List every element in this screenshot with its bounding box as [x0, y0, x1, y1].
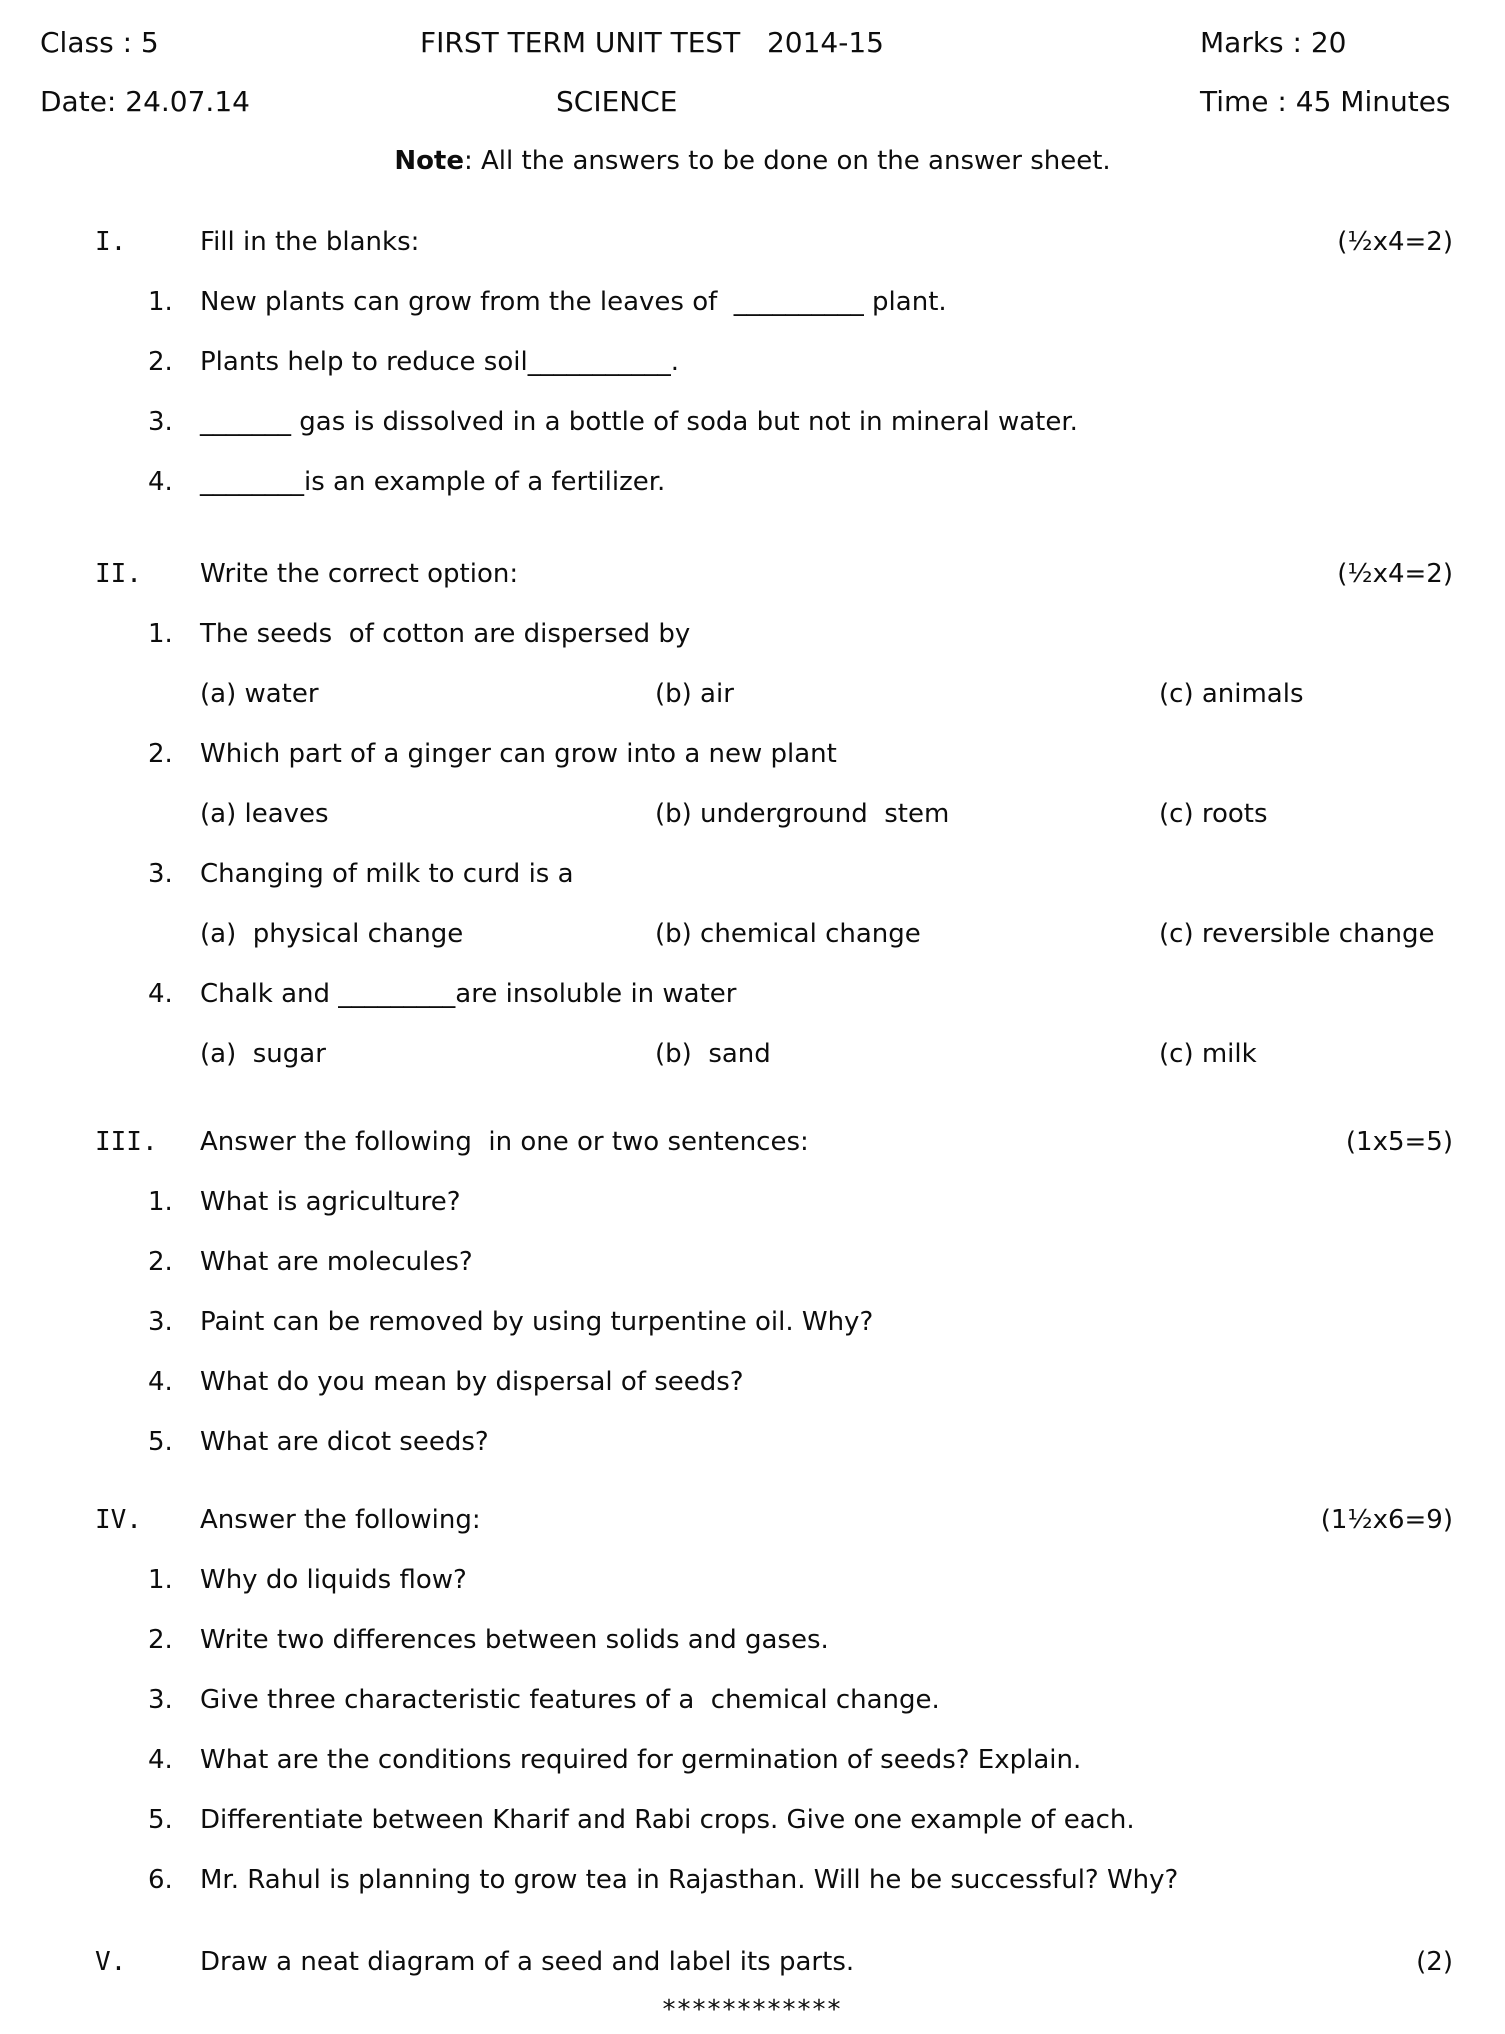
option-a: (a) water: [200, 679, 319, 709]
option-c: (c) milk: [1159, 1039, 1257, 1069]
section-title: Answer the following:: [200, 1505, 481, 1535]
section-numeral: I.: [95, 227, 127, 257]
question-row: [0, 1305, 1505, 1339]
question-row: [0, 345, 1505, 379]
section-numeral: III.: [95, 1127, 158, 1157]
marks-label: Marks : 20: [1200, 26, 1347, 59]
section-title: Fill in the blanks:: [200, 227, 420, 257]
question-text: ________is an example of a fertilizer.: [200, 467, 666, 497]
section-title: Answer the following in one or two sentences:: [200, 1127, 809, 1157]
question-text: What is agriculture?: [200, 1187, 461, 1217]
options-row: [0, 797, 1505, 831]
question-number: 1.: [148, 287, 173, 317]
question-row: [0, 617, 1505, 651]
question-number: 1.: [148, 1565, 173, 1595]
note-text: : All the answers to be done on the answer sheet.: [464, 146, 1111, 176]
option-c: (c) roots: [1159, 799, 1268, 829]
section-marks: (2): [1416, 1947, 1453, 1977]
question-row: [0, 977, 1505, 1011]
section-iv-heading: [0, 1503, 1505, 1537]
section-i-heading: [0, 225, 1505, 259]
question-row: [0, 285, 1505, 319]
section-ii-heading: [0, 557, 1505, 591]
option-c: (c) reversible change: [1159, 919, 1435, 949]
question-row: [0, 1245, 1505, 1279]
question-text: Plants help to reduce soil___________.: [200, 347, 679, 377]
class-label: Class : 5: [40, 26, 159, 59]
question-number: 3.: [148, 1307, 173, 1337]
question-number: 1.: [148, 619, 173, 649]
question-row: [0, 1683, 1505, 1717]
question-row: [0, 857, 1505, 891]
section-title: Write the correct option:: [200, 559, 519, 589]
question-number: 3.: [148, 407, 173, 437]
question-number: 3.: [148, 1685, 173, 1715]
question-text: Which part of a ginger can grow into a new plant: [200, 739, 837, 769]
question-number: 4.: [148, 1745, 173, 1775]
section-v-heading: [0, 1945, 1505, 1979]
question-number: 1.: [148, 1187, 173, 1217]
asterisk-line: ************: [662, 1995, 843, 2025]
question-text: What are dicot seeds?: [200, 1427, 489, 1457]
section-numeral: V.: [95, 1947, 127, 1977]
option-b: (b) air: [655, 679, 734, 709]
header-row-2: [0, 85, 1505, 119]
option-a: (a) sugar: [200, 1039, 326, 1069]
question-row: [0, 737, 1505, 771]
question-number: 4.: [148, 979, 173, 1009]
question-number: 2.: [148, 1247, 173, 1277]
question-number: 4.: [148, 1367, 173, 1397]
section-iii-heading: [0, 1125, 1505, 1159]
question-number: 4.: [148, 467, 173, 497]
subject-title: SCIENCE: [556, 85, 678, 118]
question-number: 2.: [148, 347, 173, 377]
question-row: [0, 1623, 1505, 1657]
question-text: _______ gas is dissolved in a bottle of soda but not in mineral water.: [200, 407, 1078, 437]
question-text: The seeds of cotton are dispersed by: [200, 619, 691, 649]
question-number: 3.: [148, 859, 173, 889]
question-text: What are the conditions required for germination of seeds? Explain.: [200, 1745, 1082, 1775]
section-marks: (½x4=2): [1337, 227, 1453, 257]
question-number: 6.: [148, 1865, 173, 1895]
question-text: Chalk and _________are insoluble in water: [200, 979, 737, 1009]
question-number: 2.: [148, 739, 173, 769]
question-row: [0, 1563, 1505, 1597]
question-row: [0, 1365, 1505, 1399]
option-b: (b) chemical change: [655, 919, 921, 949]
options-row: [0, 917, 1505, 951]
question-text: Why do liquids flow?: [200, 1565, 467, 1595]
note-line: [0, 144, 1505, 178]
question-text: Give three characteristic features of a chemical change.: [200, 1685, 940, 1715]
question-text: Differentiate between Kharif and Rabi crops. Give one example of each.: [200, 1805, 1135, 1835]
exam-title: FIRST TERM UNIT TEST 2014-15: [420, 26, 884, 59]
option-b: (b) sand: [655, 1039, 771, 1069]
option-a: (a) physical change: [200, 919, 464, 949]
question-row: [0, 1425, 1505, 1459]
question-text: Write two differences between solids and gases.: [200, 1625, 829, 1655]
section-title: Draw a neat diagram of a seed and label its parts.: [200, 1947, 855, 1977]
question-text: Mr. Rahul is planning to grow tea in Rajasthan. Will he be successful? Why?: [200, 1865, 1179, 1895]
option-a: (a) leaves: [200, 799, 329, 829]
time-label: Time : 45 Minutes: [1200, 85, 1451, 118]
question-row: [0, 1185, 1505, 1219]
header-row-1: [0, 26, 1505, 60]
section-marks: (½x4=2): [1337, 559, 1453, 589]
section-numeral: IV.: [95, 1505, 142, 1535]
question-text: What are molecules?: [200, 1247, 473, 1277]
date-label: Date: 24.07.14: [40, 85, 250, 118]
option-c: (c) animals: [1159, 679, 1304, 709]
question-text: New plants can grow from the leaves of __________ plant.: [200, 287, 947, 317]
options-row: [0, 1037, 1505, 1071]
question-row: [0, 1743, 1505, 1777]
section-marks: (1x5=5): [1345, 1127, 1453, 1157]
end-separator: [0, 1993, 1505, 2027]
question-number: 2.: [148, 1625, 173, 1655]
option-b: (b) underground stem: [655, 799, 950, 829]
question-row: [0, 1803, 1505, 1837]
section-numeral: II.: [95, 559, 142, 589]
question-number: 5.: [148, 1805, 173, 1835]
question-row: [0, 465, 1505, 499]
note-label: Note: [394, 146, 464, 176]
question-text: What do you mean by dispersal of seeds?: [200, 1367, 744, 1397]
question-row: [0, 1863, 1505, 1897]
options-row: [0, 677, 1505, 711]
question-row: [0, 405, 1505, 439]
question-text: Paint can be removed by using turpentine oil. Why?: [200, 1307, 874, 1337]
question-text: Changing of milk to curd is a: [200, 859, 574, 889]
section-marks: (1½x6=9): [1320, 1505, 1453, 1535]
question-number: 5.: [148, 1427, 173, 1457]
